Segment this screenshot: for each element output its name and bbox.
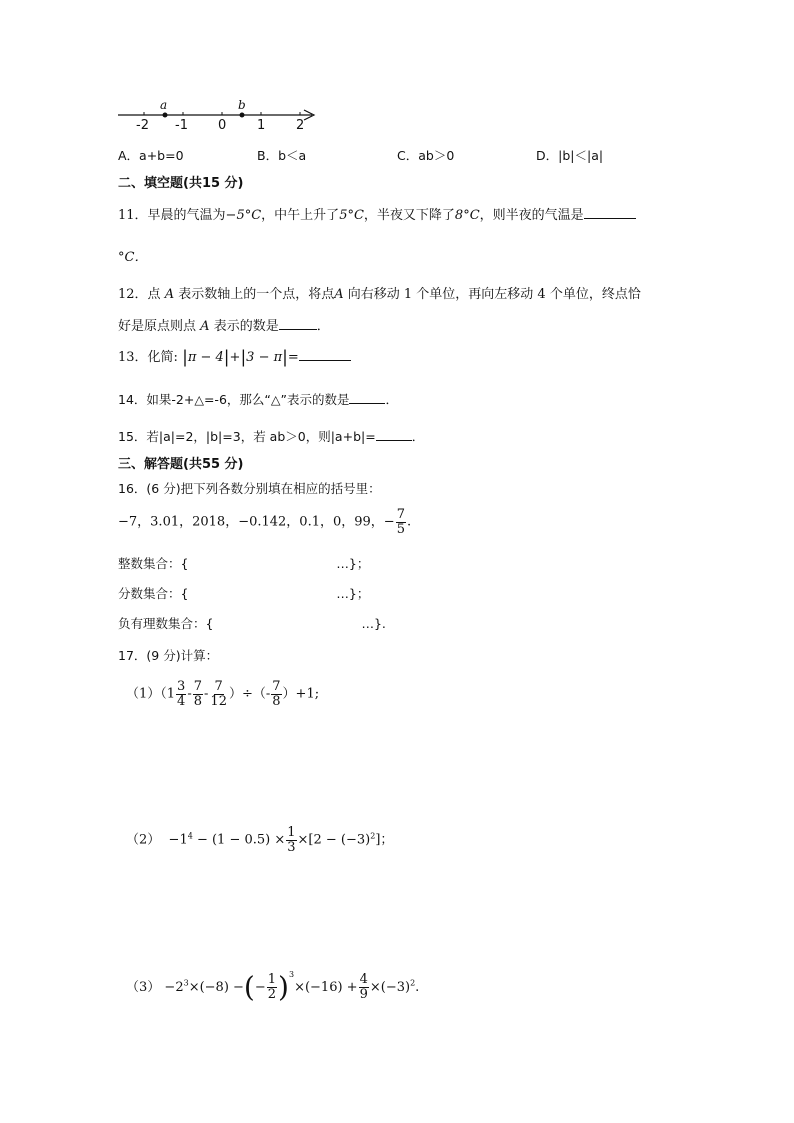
q12-text: 12．点 (118, 287, 161, 302)
q13-eq: = (287, 350, 299, 365)
q13-expr1: π − 4 (187, 350, 224, 365)
q12-text: 向右移动 1 个单位，再向左移动 4 个单位，终点恰 (347, 287, 641, 302)
option-d: D．|b|＜|a| (536, 148, 604, 163)
answer-blank[interactable] (279, 317, 317, 330)
math-term: − (254, 980, 266, 995)
question-12-line1 (118, 283, 641, 302)
option-b: B．b＜a (257, 148, 307, 163)
math-term: ×(−3) (369, 980, 411, 995)
option-a: A．a+b=0 (118, 148, 184, 163)
q12-point-a: A (200, 319, 210, 334)
question-11 (118, 204, 636, 223)
fraction-numerator: 1 (267, 972, 277, 988)
fraction-numerator: 7 (272, 679, 281, 694)
negative-rational-set-label: 负有理数集合：{ (118, 616, 214, 631)
q16-number-list: −7，3.01，2018，−0.142，0.1，0，99，− (118, 514, 395, 530)
q16-prompt: 16．(6 分)把下列各数分别填在相应的括号里： (118, 481, 381, 496)
q17-prompt: 17．(9 分)计算： (118, 648, 219, 663)
math-term: ×(−8) − (188, 980, 244, 995)
exponent: 3 (288, 970, 295, 979)
q12-text: 表示数轴上的一个点，将点 (178, 287, 335, 302)
fraction-denominator: 9 (359, 987, 368, 1002)
operator: - (187, 686, 192, 702)
tick-label: -2 (136, 118, 149, 133)
fraction-numerator: 7 (193, 679, 203, 694)
q17-p3-label: （3） (126, 980, 161, 995)
q17-part2 (126, 826, 393, 854)
q14-text: ． (385, 392, 398, 407)
q11-temp-morning: −5°C (225, 208, 262, 223)
q11-temp-drop: 8°C (454, 208, 480, 223)
math-term: −1 (168, 832, 188, 848)
negative-rational-set-end: …}. (361, 616, 386, 631)
q11-text: 11．早晨的气温为 (118, 208, 226, 223)
integer-set-end: …}； (336, 556, 370, 571)
answer-blank[interactable] (376, 428, 412, 441)
section-heading-fill-blank: 二、填空题(共15 分) (118, 176, 244, 191)
q12-text: 好是原点则点 (118, 319, 197, 334)
operator: ）÷（- (228, 686, 271, 702)
operator: ）+1; (282, 686, 320, 702)
tick-label: 0 (218, 118, 227, 133)
q14-text: 14．如果-2+△=-6，那么“△”表示的数是 (118, 392, 350, 407)
fraction-set-label: 分数集合：{ (118, 586, 189, 601)
integer-set-line (118, 554, 369, 572)
option-c: C．ab＞0 (397, 148, 455, 163)
q12-point-a: A (164, 287, 175, 302)
q16-fraction (396, 508, 406, 536)
fraction-denominator: 5 (396, 521, 405, 537)
fraction-numerator: 7 (214, 679, 223, 694)
fraction (176, 680, 186, 708)
fraction-denominator: 8 (272, 693, 281, 709)
fraction (286, 826, 296, 854)
point-a-label: a (160, 98, 168, 112)
fraction-denominator: 12 (210, 693, 227, 709)
point-b-label: b (238, 98, 246, 112)
operator: - (204, 686, 209, 702)
fraction-numerator: 7 (396, 507, 405, 522)
fraction-set-line (118, 584, 369, 602)
answer-blank[interactable] (299, 348, 351, 361)
q17-part3: $(3) -2^3\times(-8)$ −(− $\frac{1}{2}$ )$^3$×(−16) + $\frac{4}{9}$ $\times(-3)^2$. (126, 970, 420, 1004)
answer-blank[interactable] (349, 391, 385, 404)
fraction-denominator: 2 (267, 987, 277, 1002)
fraction (271, 680, 281, 708)
tick-label: 2 (296, 118, 305, 133)
number-line (112, 96, 327, 136)
fraction-numerator: 1 (287, 825, 296, 840)
math-term: . (415, 980, 420, 995)
negative-rational-set-line (118, 614, 386, 632)
fraction-numerator: 4 (359, 972, 368, 988)
q11-unit: °C． (118, 250, 148, 265)
fraction (209, 680, 228, 708)
section-heading-solve: 三、解答题(共55 分) (118, 457, 244, 472)
math-term: − (1 − 0.5) × (192, 832, 286, 848)
fraction (359, 973, 369, 1001)
fraction-denominator: 8 (193, 693, 203, 709)
q16-numbers (118, 508, 411, 536)
q17-p2-label: （2） (126, 832, 161, 848)
q12-text: ． (316, 319, 330, 334)
exponent: 4 (187, 831, 193, 841)
question-13: 13．化简: |π − 4|+|3 − π|= (118, 346, 351, 368)
fraction-numerator: 3 (177, 679, 186, 694)
q11-text: ，半夜又下降了 (363, 208, 455, 223)
q16-number-list: . (406, 514, 412, 530)
q17-p1-label: （1）（1 (126, 686, 176, 702)
tick-label: -1 (175, 118, 188, 133)
fraction-denominator: 4 (177, 693, 186, 709)
question-15 (118, 427, 424, 445)
fraction-denominator: 3 (287, 839, 296, 855)
math-term: ]； (375, 832, 394, 848)
question-12-line2 (118, 315, 330, 334)
answer-blank[interactable] (584, 206, 636, 219)
q11-temp-noon: 5°C (339, 208, 364, 223)
fraction-set-end: …}； (336, 586, 370, 601)
q13-expr2: 3 − π (246, 350, 283, 365)
fraction (193, 680, 203, 708)
q12-text: 表示的数是 (213, 319, 279, 334)
tick-label: 1 (257, 118, 266, 133)
q13-label: 13．化简: (118, 350, 178, 365)
q11-text: ，则半夜的气温是 (479, 208, 584, 223)
math-term: −2 (164, 980, 184, 995)
q13-plus: + (229, 350, 241, 365)
q15-text: 15．若|a|=2，|b|=3，若 ab＞0，则|a+b|= (118, 429, 376, 444)
math-term: ×[2 − (−3) (297, 832, 371, 848)
exponent: 3 (183, 978, 189, 988)
q15-text: ． (411, 429, 425, 444)
q17-part1 (126, 680, 319, 708)
integer-set-label: 整数集合：{ (118, 556, 189, 571)
q12-point-a: A (334, 287, 344, 302)
question-14 (118, 390, 398, 408)
math-term: ×(−16) + (294, 980, 358, 995)
exponent: 2 (410, 978, 416, 988)
exponent: 2 (370, 831, 376, 841)
fraction (267, 973, 277, 1001)
q11-text: ，中午上升了 (261, 208, 340, 223)
